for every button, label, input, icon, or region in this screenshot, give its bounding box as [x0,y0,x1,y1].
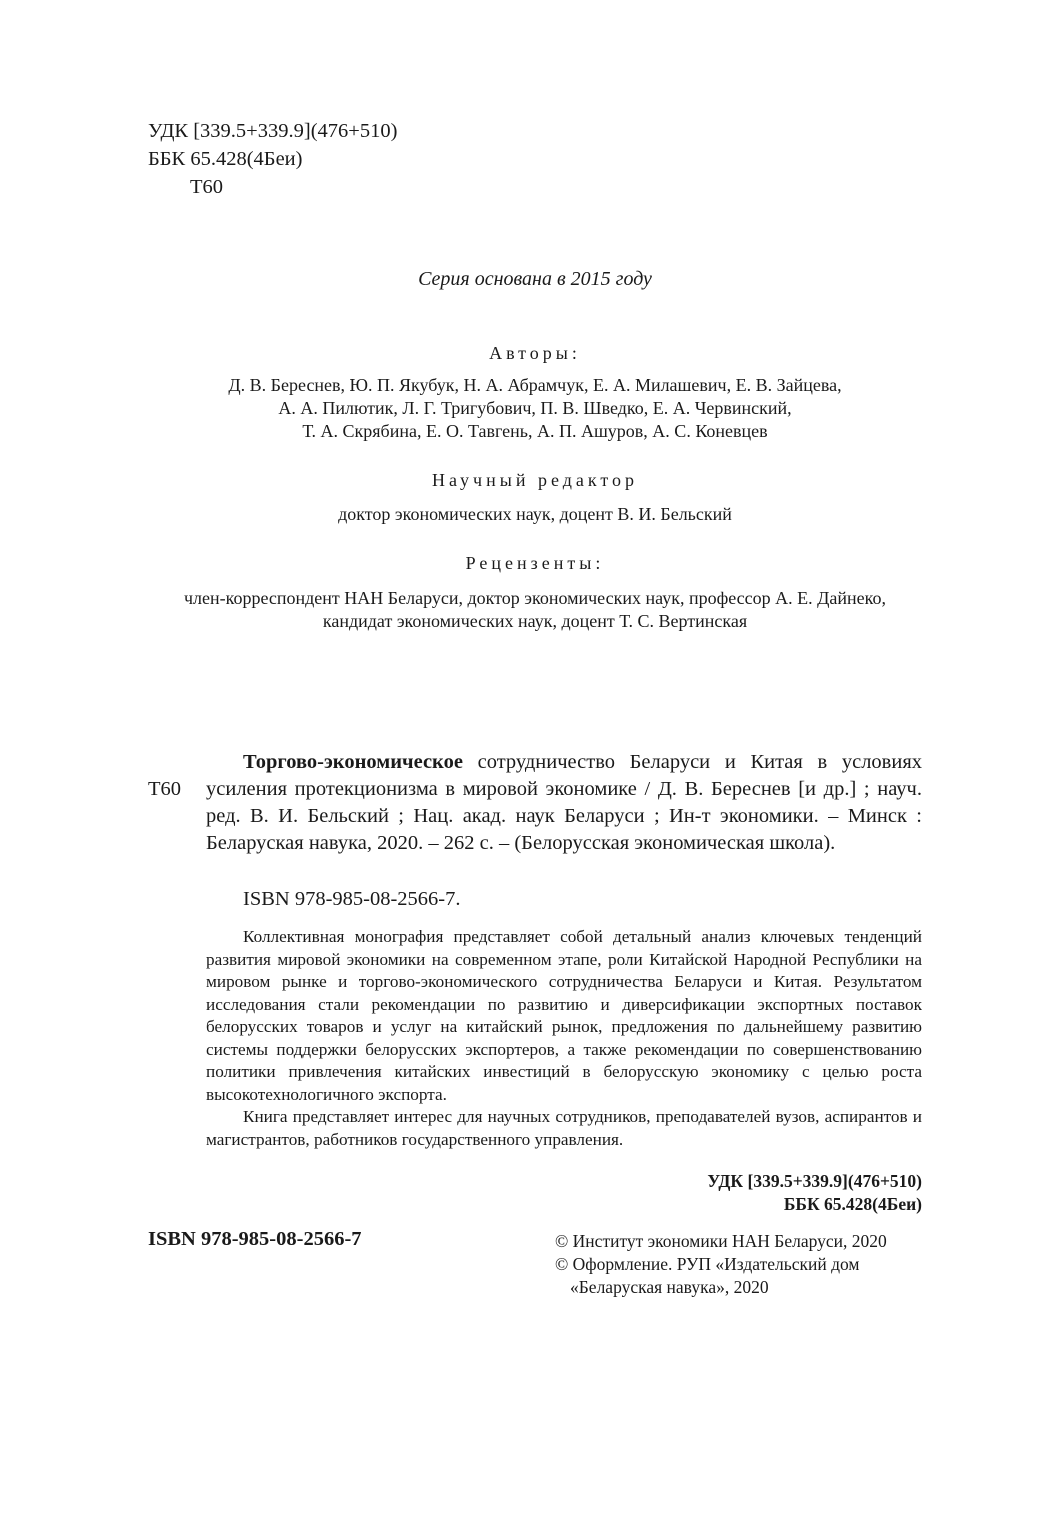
authors-section [0,342,1058,443]
abstract-paragraph-1: Коллективная монография представляет собой детальный анализ ключевых тенденций развития мировой экономики на современном этапе, роли Китайской Народной Республики на мировом рынке и торгово-экономического сотрудничества Беларуси и Китая. Результатом исследования стали рекомендации по развитию и диверсификации экспортных поставок белорусских товаров и услуг на китайский рынок, предложения по дальнейшему развитию системы поддержки белорусских экспортеров, а также рекомендации по совершенствованию политики привлечения китайских инвестиций в белорусскую экономику с целью роста высокотехнологичного экспорта. [206,927,922,1104]
authors-heading: Авторы: [489,343,581,363]
reviewers-line-2: кандидат экономических наук, доцент Т. С. Вертинская [322,611,748,631]
abstract [206,926,922,1151]
reviewers-section [0,552,1058,633]
bibliographic-text: сотрудничество Беларуси и Китая в условиях усиления протекционизма в мировой экономике / Д. В. Береснев [и др.] ; науч. ред. В. И. Бельский ; Нац. акад. наук Беларуси ; Ин-т экономики. – Минск : Беларуская навука, 2020. – 262 с. – (Белорусская экономическая школа). [206,751,922,854]
editor-line: доктор экономических наук, доцент В. И. Бельский [338,504,732,524]
copyright-line-2: © Оформление. РУП «Издательский дом [555,1254,860,1274]
bibliographic-author-mark: Т60 [148,778,182,800]
top-classification-codes [148,117,397,201]
reviewers-line-1: член-корреспондент НАН Беларуси, доктор экономических наук, профессор А. Е. Дайнеко, [183,588,887,608]
authors-line-3: Т. А. Скрябина, Е. О. Тавгень, А. П. Ашуров, А. С. Коневцев [302,421,768,441]
udk-code: УДК [339.5+339.9](476+510) [148,120,398,142]
footer-classification-codes [707,1170,922,1216]
copyright-block [555,1230,887,1299]
editor-heading: Научный редактор [431,470,639,490]
copyright-line-3: «Беларуская навука», 2020 [570,1277,769,1297]
authors-line-2: А. А. Пилютик, Л. Г. Тригубович, П. В. Шведко, Е. А. Червинский, [278,398,792,418]
isbn-number: ISBN 978-985-08-2566-7 [148,1228,362,1250]
abstract-paragraph-2: Книга представляет интерес для научных сотрудников, преподавателей вузов, аспирантов и магистрантов, работников государственного управления. [206,1107,922,1149]
editor-section [0,469,1058,526]
footer-bbk-code: ББК 65.428(4Беи) [783,1194,922,1214]
authors-line-1: Д. В. Береснев, Ю. П. Якубук, Н. А. Абрамчук, Е. А. Милашевич, Е. В. Зайцева, [228,375,842,395]
copyright-line-1: © Институт экономики НАН Беларуси, 2020 [555,1231,887,1251]
series-note: Серия основана в 2015 году [418,268,652,290]
bibliographic-description [206,749,922,857]
bbk-code: ББК 65.428(4Беи) [148,148,303,170]
author-mark: Т60 [190,176,224,198]
bibliographic-isbn: ISBN 978-985-08-2566-7. [243,888,461,910]
book-title: Торгово-экономическое [243,751,463,773]
footer-udk-code: УДК [339.5+339.9](476+510) [707,1171,922,1191]
reviewers-heading: Рецензенты: [465,553,605,573]
